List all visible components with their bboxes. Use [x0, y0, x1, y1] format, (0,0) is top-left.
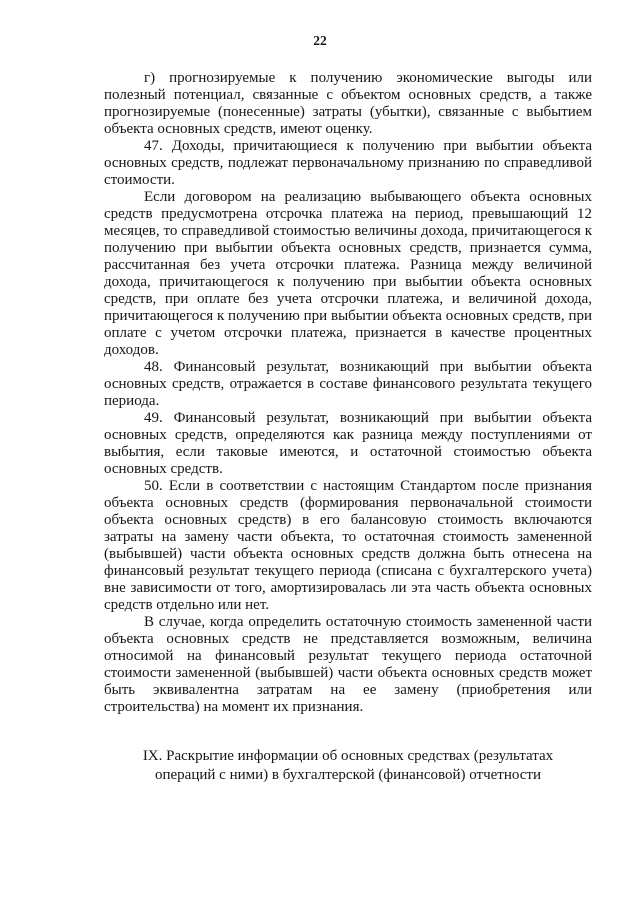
paragraph-48: 48. Финансовый результат, возникающий при выбытии объекта основных средств, отражается в составе финансового результата текущего периода. [104, 359, 592, 409]
paragraph-item-g: г) прогнозируемые к получению экономические выгоды или полезный потенциал, связанные с объектом основных средств, а также прогнозируемые (понесенные) затраты (убытки), связанные с выбытием объекта основных средств, имеют оценку. [104, 70, 592, 137]
document-body [104, 70, 592, 716]
section-heading-ix [104, 747, 592, 784]
section-heading-line-1: IX. Раскрытие информации об основных средствах (результатах [142, 748, 554, 764]
paragraph-47-deferral: Если договором на реализацию выбывающего объекта основных средств предусмотрена отсрочка платежа на период, превышающий 12 месяцев, то справедливой стоимостью величины дохода, причитающегося к получению при выбытии объекта основных средств, признается сумма, рассчитанная без учета отсрочки платежа. Разница между величиной дохода, причитающегося к получению при выбытии объекта основных средств, при оплате без учета отсрочки платежа, и величиной дохода, причитающегося к получению при выбытии объекта основных средств, при оплате с учетом отсрочки платежа, признается в качестве процентных доходов. [104, 189, 592, 358]
paragraph-50: 50. Если в соответствии с настоящим Стандартом после признания объекта основных средств (формирования первоначальной стоимости объекта основных средств) в его балансовую стоимость включаются затраты на замену части объекта, то остаточная стоимость замененной (выбывшей) части объекта основных средств должна быть отнесена на финансовый результат текущего периода (списана с бухгалтерского учета) вне зависимости от того, амортизировалась ли эта часть объекта основных средств отдельно или нет. [104, 478, 592, 613]
paragraph-49: 49. Финансовый результат, возникающий при выбытии объекта основных средств, определяются как разница между поступлениями от выбытия, если таковые имеются, и остаточной стоимостью объекта основных средств. [104, 410, 592, 477]
paragraph-47: 47. Доходы, причитающиеся к получению при выбытии объекта основных средств, подлежат первоначальному признанию по справедливой стоимости. [104, 138, 592, 188]
page-number: 22 [313, 33, 327, 48]
section-heading-line-2: операций с ними) в бухгалтерской (финансовой) отчетности [154, 766, 541, 783]
paragraph-50-replacement: В случае, когда определить остаточную стоимость замененной части объекта основных средств не представляется возможным, величина относимой на финансовый результат текущего периода остаточной стоимости замененной (выбывшей) части объекта основных средств может быть эквивалентна затратам на ее замену (приобретения или строительства) на момент их признания. [104, 614, 592, 715]
